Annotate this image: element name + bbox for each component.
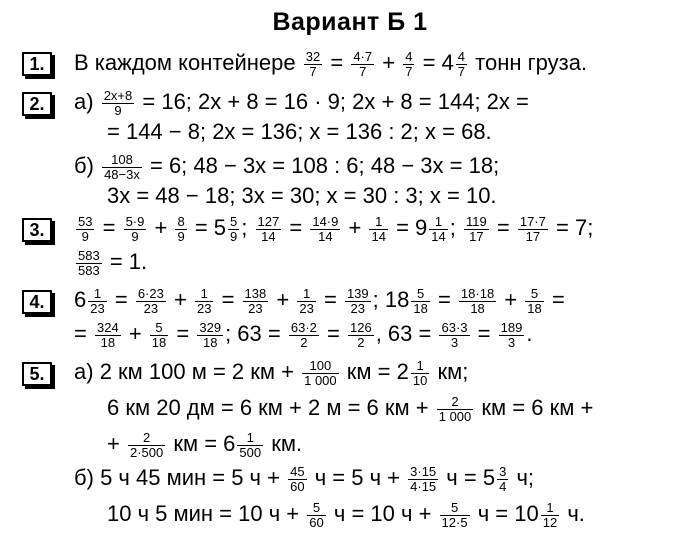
problem-3-line-2: $\frac{583}{583}$ = 1. bbox=[78, 247, 148, 278]
fraction: $\frac{2}{2\cdot 500}$ bbox=[129, 429, 164, 460]
label: б) bbox=[74, 153, 94, 178]
fraction: $\frac{119}{17}$ bbox=[466, 213, 487, 244]
fraction: $\frac{45}{60}$ bbox=[290, 463, 305, 494]
fraction: $\frac{14\cdot 9}{14}$ bbox=[312, 213, 339, 244]
problem-5a-line-2: 6 км 20 дм = 6 км + 2 м = 6 км + $\frac{2}{1 000}$ км = 6 км + bbox=[107, 393, 594, 424]
fraction: $\frac{5}{12\cdot 5}$ bbox=[441, 499, 468, 530]
problem-5b-line-1: б) 5 ч 45 мин = 5 ч + $\frac{45}{60}$ ч = 5 ч + $\frac{3\cdot 15}{4\cdot 15}$ ч = 5 $\frac{3}{4}$ ч; bbox=[74, 463, 535, 494]
fraction: $\frac{5\cdot 9}{9}$ bbox=[125, 213, 145, 244]
fraction: $\frac{8}{9}$ bbox=[177, 213, 185, 244]
fraction: $\frac{1}{12}$ bbox=[542, 499, 558, 530]
problem-1-line bbox=[74, 47, 587, 79]
fraction: $\frac{17\cdot 7}{17}$ bbox=[519, 213, 546, 244]
problem-number-3: 3. bbox=[22, 218, 52, 242]
problem-number-5: 5. bbox=[22, 362, 52, 386]
problem-number-4: 4. bbox=[22, 290, 52, 314]
fraction: $\frac{583}{583}$ bbox=[78, 247, 100, 278]
fraction: $\frac{18\cdot 18}{18}$ bbox=[460, 285, 495, 316]
fraction: $\frac{100}{1 000}$ bbox=[304, 357, 337, 388]
problem-2b-line-1 bbox=[74, 150, 499, 182]
fraction: $\frac{1}{500}$ bbox=[239, 429, 262, 460]
fraction: $\frac{5}{9}$ bbox=[230, 213, 238, 244]
fraction: $\frac{5}{18}$ bbox=[527, 285, 542, 316]
label: а) bbox=[74, 359, 94, 384]
fraction: $\frac{4}{7}$ bbox=[405, 48, 413, 79]
text: тонн груза. bbox=[475, 50, 588, 75]
fraction: $\frac{2x+8}{9}$ bbox=[103, 87, 133, 118]
fraction: $\frac{1}{23}$ bbox=[196, 285, 212, 316]
fraction: $\frac{53}{9}$ bbox=[78, 213, 93, 244]
problem-5a-line-3: + $\frac{2}{2\cdot 500}$ км = 6 $\frac{1}{500}$ км. bbox=[107, 429, 303, 460]
text: = 16; 2x + 8 = 16 · 9; 2x + 8 = 144; 2x = bbox=[142, 89, 529, 114]
problem-number-1: 1. bbox=[22, 52, 52, 76]
fraction: $\frac{3}{4}$ bbox=[499, 463, 507, 494]
fraction: $\frac{127}{14}$ bbox=[257, 213, 280, 244]
fraction: $\frac{1}{14}$ bbox=[371, 213, 386, 244]
problem-5a-line-1: а) 2 км 100 м = 2 км + $\frac{100}{1 000}$ км = 2 $\frac{1}{10}$ км; bbox=[74, 357, 469, 388]
operator: + bbox=[382, 50, 396, 75]
fraction: $\frac{138}{23}$ bbox=[244, 285, 267, 316]
text: = 6; 48 − 3x = 108 : 6; 48 − 3x = 18; bbox=[149, 153, 500, 178]
fraction: $\frac{5}{18}$ bbox=[151, 319, 167, 350]
problem-2a-line-2: = 144 − 8; 2x = 136; x = 136 : 2; x = 68. bbox=[107, 119, 492, 144]
fraction: $\frac{4}{7}$ bbox=[457, 48, 466, 79]
fraction: $\frac{1}{23}$ bbox=[299, 285, 314, 316]
fraction: $\frac{2}{1 000}$ bbox=[438, 393, 472, 424]
page-title: Вариант Б 1 bbox=[272, 8, 428, 36]
fraction: $\frac{3\cdot 15}{4\cdot 15}$ bbox=[410, 463, 437, 494]
fraction: $\frac{126}{2}$ bbox=[350, 319, 372, 350]
problem-2b-line-2: 3x = 48 − 18; 3x = 30; x = 30 : 3; x = 10. bbox=[107, 183, 497, 208]
fraction: $\frac{139}{23}$ bbox=[346, 285, 369, 316]
fraction: $\frac{1}{14}$ bbox=[431, 213, 446, 244]
text: В каждом контейнере bbox=[74, 50, 296, 75]
fraction: $\frac{32}{7}$ bbox=[305, 48, 321, 79]
operator: = bbox=[330, 50, 344, 75]
fraction: $\frac{1}{23}$ bbox=[90, 285, 105, 316]
fraction: $\frac{5}{18}$ bbox=[413, 285, 428, 316]
operator: = 4 bbox=[422, 50, 454, 75]
label: а) bbox=[74, 89, 94, 114]
label: б) bbox=[74, 465, 94, 490]
fraction: $\frac{63\cdot 3}{3}$ bbox=[441, 319, 468, 350]
fraction: $\frac{6\cdot 23}{23}$ bbox=[137, 285, 164, 316]
fraction: $\frac{1}{10}$ bbox=[412, 357, 428, 388]
problem-number-2: 2. bbox=[22, 92, 52, 116]
problem-4-line-1: 6 $\frac{1}{23}$ = $\frac{6\cdot 23}{23}$ + $\frac{1}{23}$ = $\frac{138}{23}$ + $\frac{1}{23}$ = $\frac{139}{23}$ ; 18 $\frac{5}{18}$ = $\frac{18\cdot 18}{18}$ + $\frac{5}{18}$ = bbox=[74, 285, 565, 316]
fraction: $\frac{63\cdot 2}{2}$ bbox=[290, 319, 317, 350]
problem-3-line-1: $\frac{53}{9}$ = $\frac{5\cdot 9}{9}$ + $\frac{8}{9}$ = 5 $\frac{5}{9}$ ; $\frac{127}{14}$ = $\frac{14\cdot 9}{14}$ + $\frac{1}{14}$ = 9 $\frac{1}{14}$ ; $\frac{119}{17}$ = $\frac{17\cdot 7}{17}$ = 7; bbox=[78, 213, 594, 244]
fraction: $\frac{108}{48-3x}$ bbox=[104, 151, 140, 182]
problem-5b-line-2: 10 ч 5 мин = 10 ч + $\frac{5}{60}$ ч = 10 ч + $\frac{5}{12\cdot 5}$ ч = 10 $\frac{1}{12}$ ч. bbox=[107, 499, 585, 530]
fraction: $\frac{4\cdot 7}{7}$ bbox=[353, 48, 373, 79]
problem-4-line-2: = $\frac{324}{18}$ + $\frac{5}{18}$ = $\frac{329}{18}$ ; 63 = $\frac{63\cdot 2}{2}$ = $\frac{126}{2}$ , 63 = $\frac{63\cdot 3}{3}$ = $\frac{189}{3}$ . bbox=[74, 319, 533, 350]
fraction: $\frac{324}{18}$ bbox=[96, 319, 119, 350]
fraction: $\frac{189}{3}$ bbox=[500, 319, 523, 350]
problem-2a-line-1 bbox=[74, 86, 529, 118]
fraction: $\frac{329}{18}$ bbox=[199, 319, 222, 350]
fraction: $\frac{5}{60}$ bbox=[309, 499, 324, 530]
